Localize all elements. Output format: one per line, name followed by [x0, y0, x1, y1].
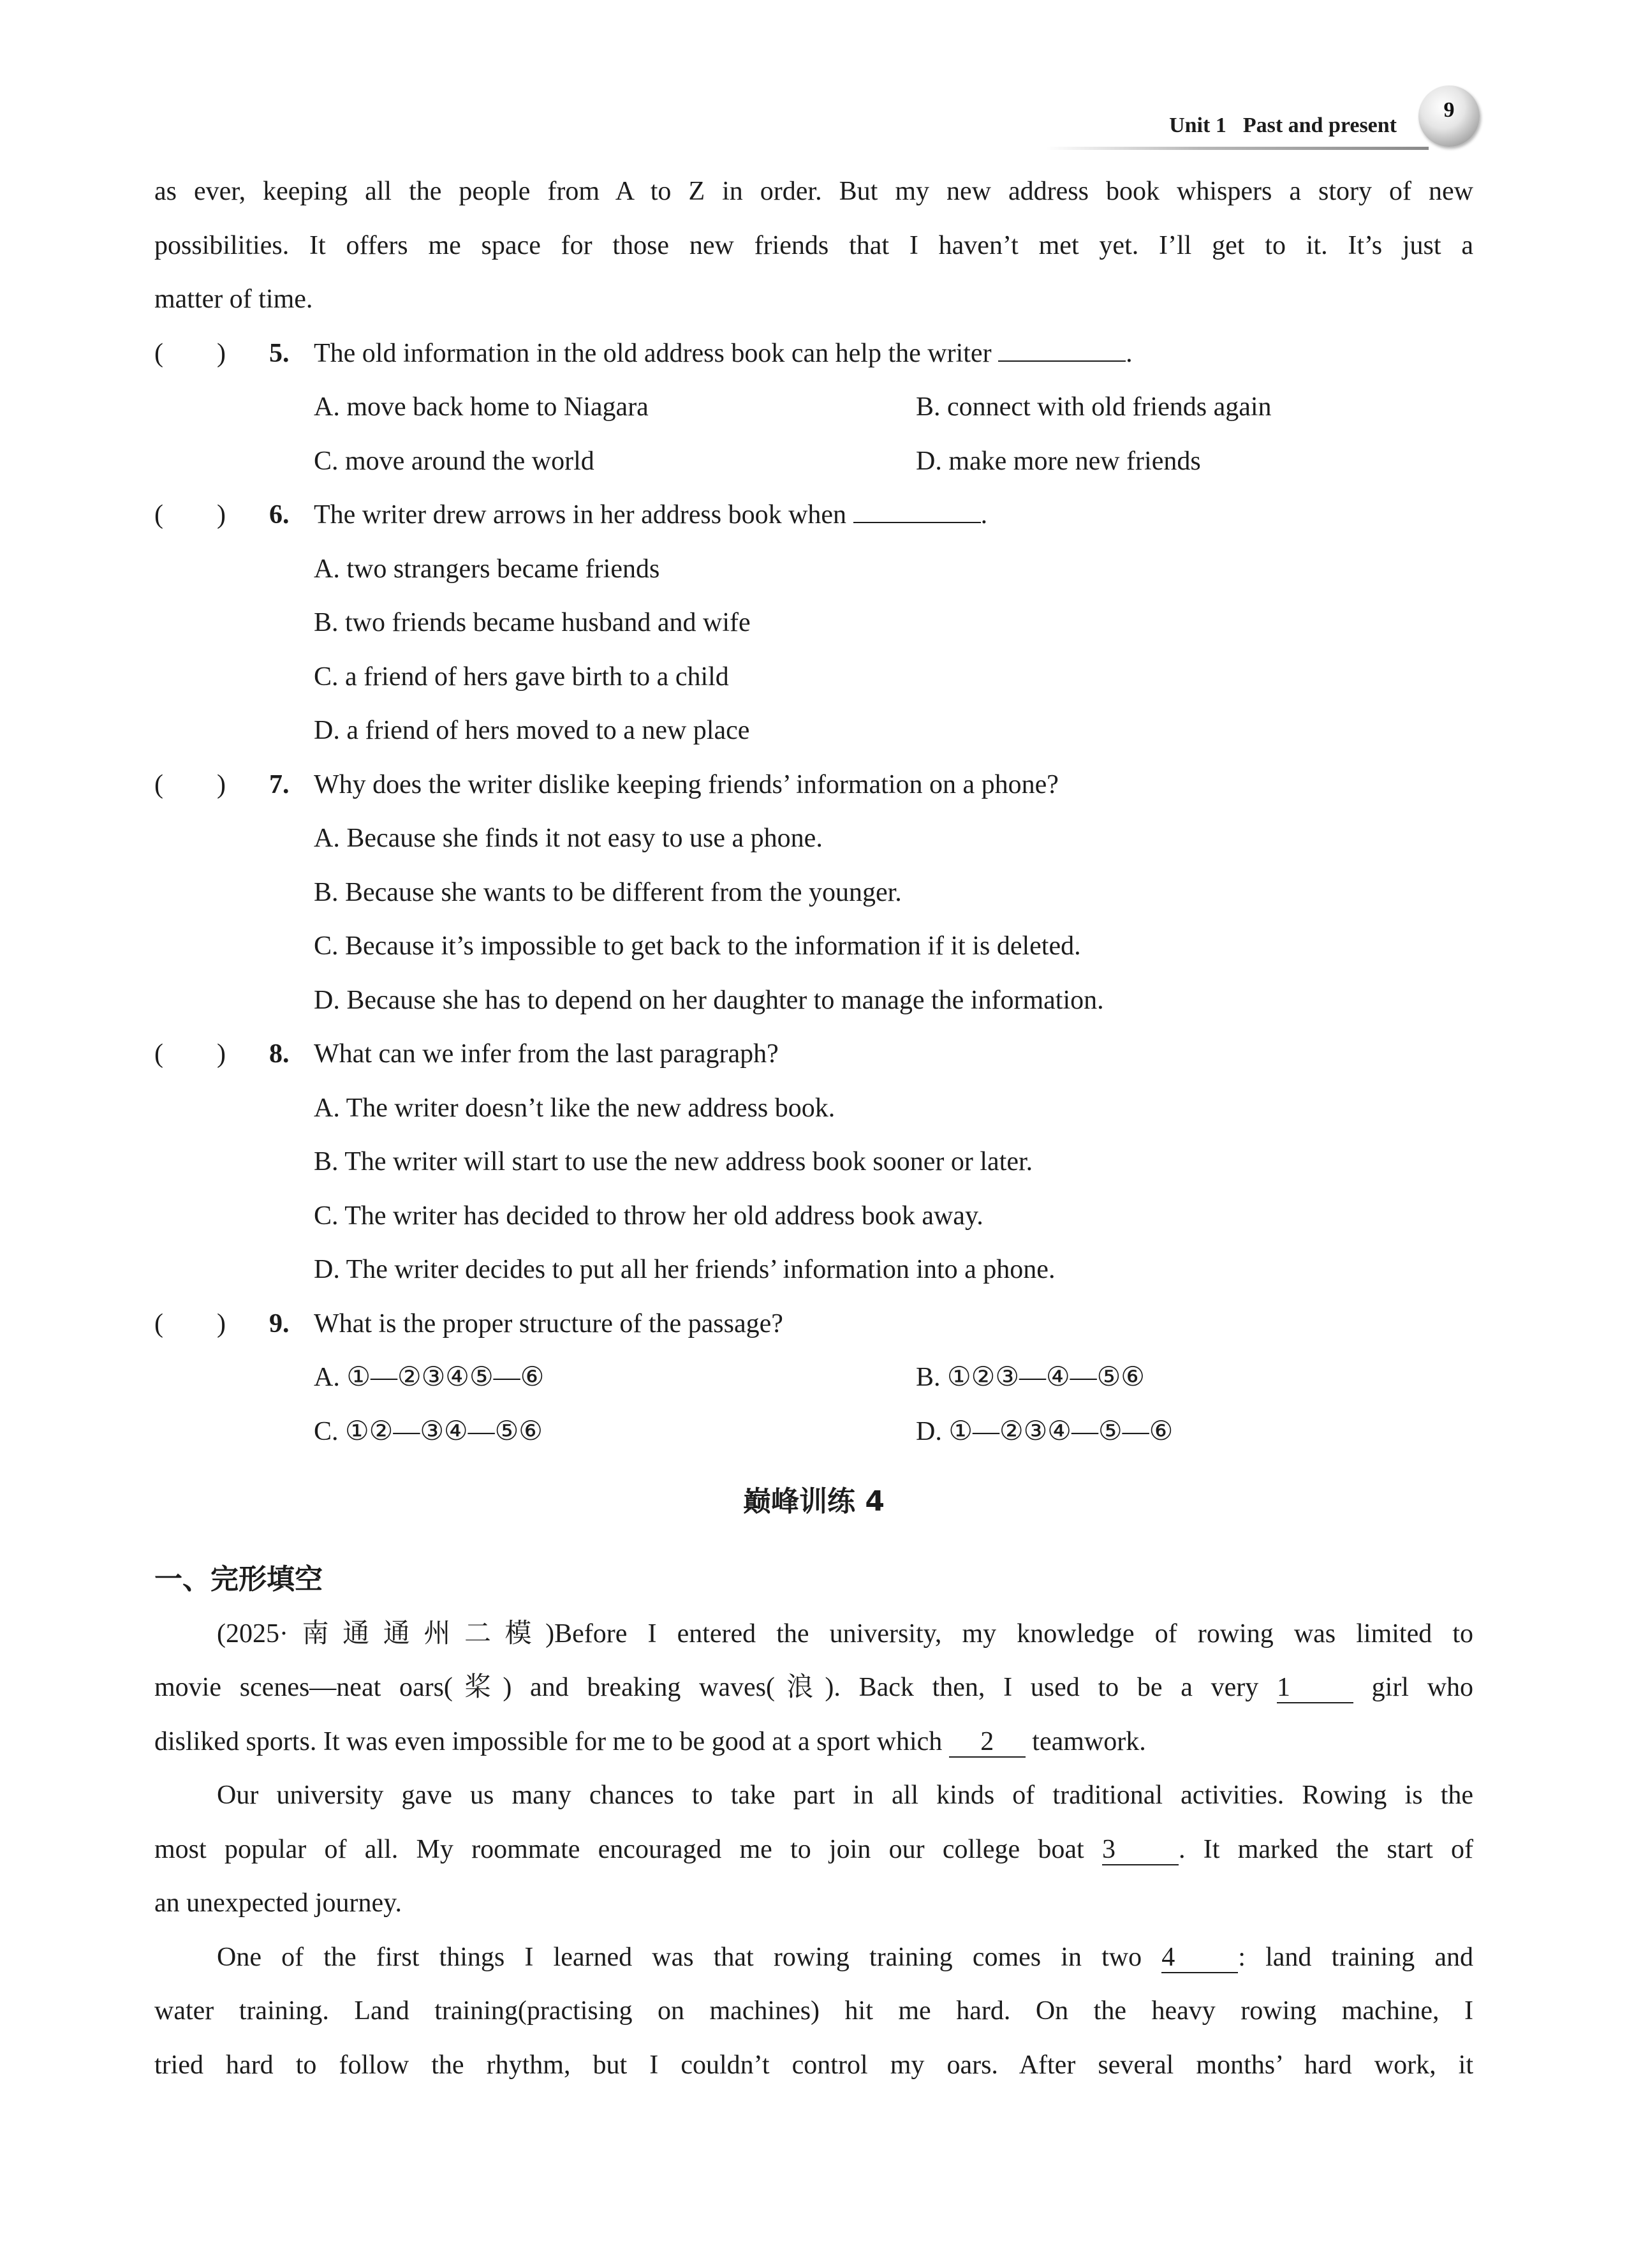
- answer-blank: [998, 336, 1126, 362]
- option-b[interactable]: B. The writer will start to use the new address book sooner or later.: [314, 1147, 1033, 1176]
- option-d[interactable]: D. ①—②③④—⑤—⑥: [916, 1416, 1174, 1446]
- part-title: 一、完形填空: [154, 1563, 323, 1596]
- option-b[interactable]: B. two friends became husband and wife: [314, 608, 751, 637]
- question-5: [154, 327, 1473, 489]
- cloze-line: One of the first things I learned was that rowing training comes in two 4 : land training and: [217, 1942, 1474, 1972]
- unit-title: Past and present: [1242, 114, 1397, 137]
- option-a[interactable]: A. The writer doesn’t like the new address book.: [314, 1093, 836, 1123]
- question-stem: Why does the writer dislike keeping friends’ information on a phone?: [314, 769, 1059, 799]
- answer-bracket[interactable]: ( ): [154, 1039, 226, 1069]
- page-number-badge: [1418, 85, 1480, 147]
- cloze-line: most popular of all. My roommate encouraged me to join our college boat 3 . It marked the start of: [154, 1834, 1474, 1864]
- question-6: [154, 488, 1473, 758]
- question-stem: The writer drew arrows in her address book when .: [314, 488, 987, 542]
- question-stem: The old information in the old address book can help the writer .: [314, 327, 1133, 381]
- option-c[interactable]: C. Because it’s impossible to get back to the information if it is deleted.: [314, 931, 1081, 961]
- question-8: [154, 1027, 1473, 1297]
- cloze-line: Our university gave us many chances to take part in all kinds of traditional activities. Rowing is the: [217, 1781, 1473, 1810]
- cloze-line: an unexpected journey.: [154, 1888, 402, 1918]
- option-c[interactable]: C. The writer has decided to throw her old address book away.: [314, 1201, 983, 1231]
- cloze-line: disliked sports. It was even impossible for me to be good at a sport which 2 teamwork.: [154, 1726, 1146, 1756]
- question-number: 9.: [269, 1308, 290, 1338]
- answer-bracket[interactable]: ( ): [154, 338, 226, 368]
- option-d[interactable]: D. Because she has to depend on her daughter to manage the information.: [314, 985, 1104, 1015]
- option-a[interactable]: A. Because she finds it not easy to use a phone.: [314, 824, 823, 853]
- option-a[interactable]: A. ①—②③④⑤—⑥: [314, 1363, 545, 1392]
- cloze-line: tried hard to follow the rhythm, but I couldn’t control my oars. After several months’ hard work, it: [154, 2050, 1473, 2080]
- question-number: 6.: [269, 500, 290, 530]
- option-d[interactable]: D. a friend of hers moved to a new place: [314, 716, 750, 745]
- option-c[interactable]: C. a friend of hers gave birth to a child: [314, 662, 729, 692]
- passage-line: possibilities. It offers me space for those new friends that I haven’t met yet. I’ll get to it. It’s just a: [154, 230, 1473, 260]
- question-stem: What is the proper structure of the passage?: [314, 1308, 783, 1338]
- option-d[interactable]: D. make more new friends: [916, 446, 1201, 476]
- option-b[interactable]: B. Because she wants to be different from the younger.: [314, 877, 902, 907]
- header-title: [1169, 114, 1397, 138]
- answer-bracket[interactable]: ( ): [154, 500, 226, 530]
- page-header: [1046, 83, 1492, 159]
- option-a[interactable]: A. move back home to Niagara: [314, 392, 649, 422]
- cloze-line: (2025·南通通州二模)Before I entered the university, my knowledge of rowing was limited to: [217, 1619, 1473, 1649]
- cloze-blank-3[interactable]: 3: [1102, 1835, 1179, 1865]
- unit-label: Unit 1: [1169, 114, 1226, 137]
- cloze-blank-4[interactable]: 4: [1161, 1943, 1238, 1973]
- question-number: 8.: [269, 1039, 290, 1069]
- question-number: 7.: [269, 769, 290, 799]
- cloze-blank-2[interactable]: 2: [949, 1727, 1026, 1758]
- question-7: [154, 758, 1473, 1028]
- question-9: [154, 1297, 1473, 1459]
- answer-blank: [853, 498, 981, 523]
- question-stem: What can we infer from the last paragraph?: [314, 1039, 779, 1069]
- passage-line: matter of time.: [154, 285, 313, 314]
- cloze-passage: [154, 1607, 1473, 2093]
- cloze-line: movie scenes—neat oars(桨) and breaking waves(浪). Back then, I used to be a very 1 girl who: [154, 1673, 1474, 1702]
- passage-tail: [154, 165, 1473, 327]
- option-c[interactable]: C. ①②—③④—⑤⑥: [314, 1416, 543, 1446]
- option-b[interactable]: B. connect with old friends again: [916, 392, 1272, 422]
- cloze-blank-1[interactable]: 1: [1277, 1673, 1353, 1703]
- page-number: 9: [1443, 98, 1455, 122]
- section-title: 巅峰训练 4: [743, 1485, 885, 1518]
- option-c[interactable]: C. move around the world: [314, 446, 594, 476]
- question-number: 5.: [269, 338, 290, 368]
- cloze-line: water training. Land training(practising on machines) hit me hard. On the heavy rowing machine, I: [154, 1996, 1473, 2026]
- answer-bracket[interactable]: ( ): [154, 769, 226, 799]
- passage-line: as ever, keeping all the people from A to Z in order. But my new address book whispers a story of new: [154, 177, 1473, 206]
- option-a[interactable]: A. two strangers became friends: [314, 554, 660, 584]
- answer-bracket[interactable]: ( ): [154, 1308, 226, 1338]
- option-b[interactable]: B. ①②③—④—⑤⑥: [916, 1363, 1145, 1392]
- header-rule: [1046, 147, 1429, 150]
- page-content: [154, 165, 1473, 2092]
- option-d[interactable]: D. The writer decides to put all her friends’ information into a phone.: [314, 1255, 1056, 1284]
